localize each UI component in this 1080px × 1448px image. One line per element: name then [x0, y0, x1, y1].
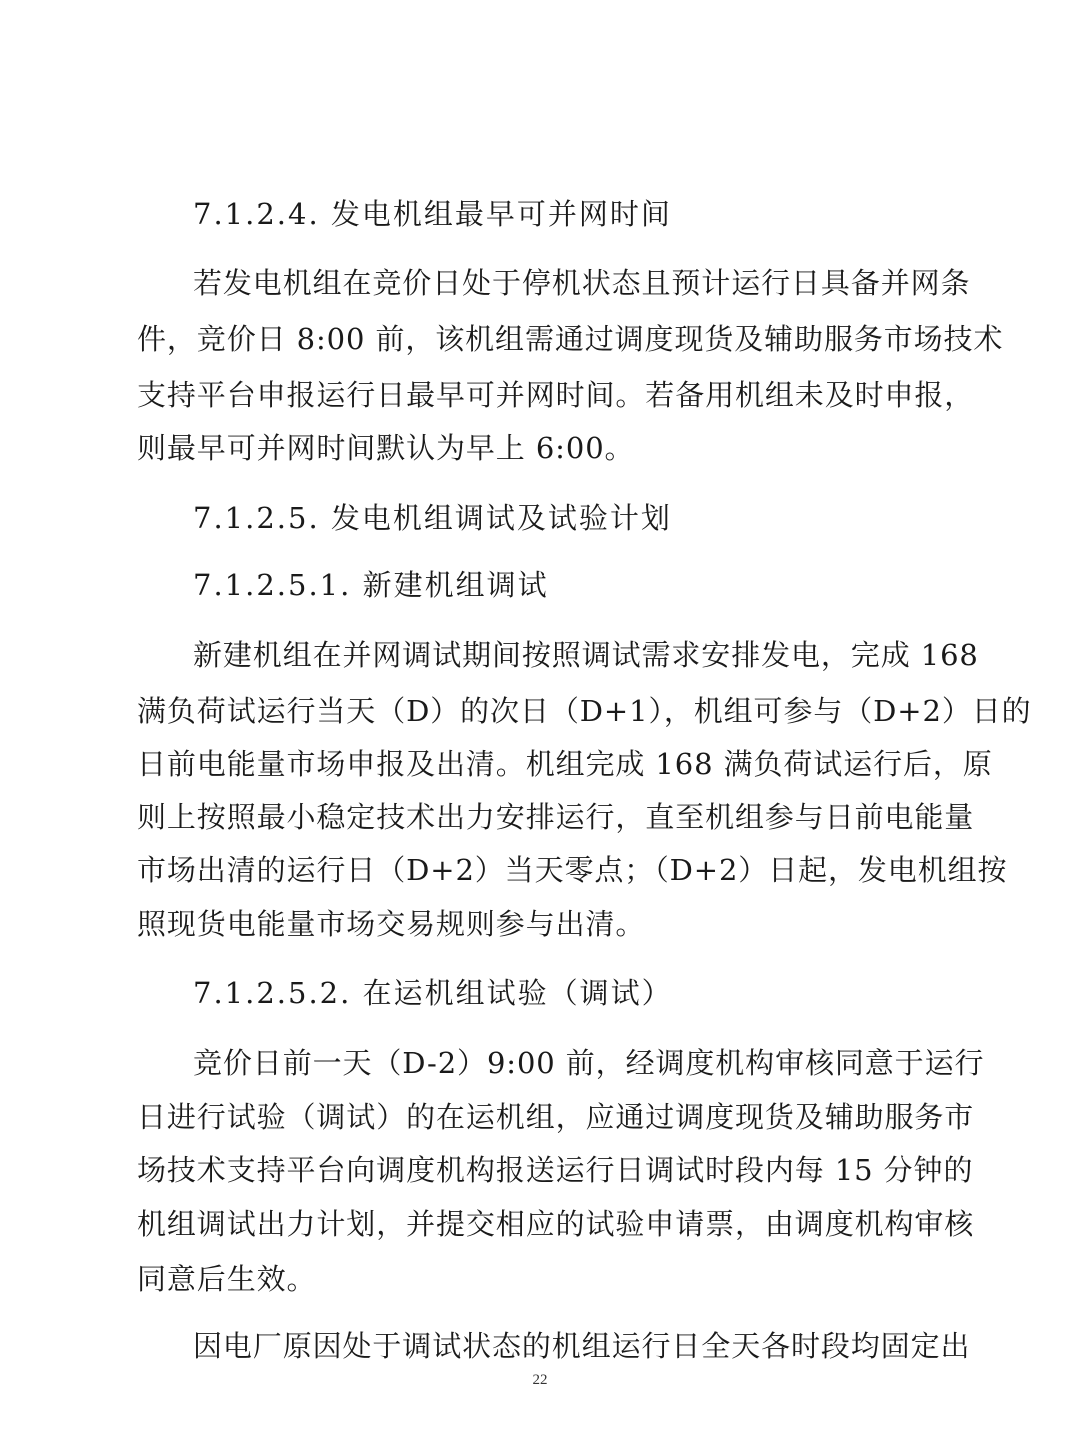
- section-heading-7-1-2-5-1: 7.1.2.5.1. 新建机组调试: [193, 568, 549, 602]
- paragraph-line: 件，竞价日 8:00 前，该机组需通过调度现货及辅助服务市场技术: [137, 322, 1004, 356]
- paragraph-line: 机组调试出力计划，并提交相应的试验申请票，由调度机构审核: [137, 1207, 975, 1241]
- paragraph-line: 竞价日前一天（D-2）9:00 前，经调度机构审核同意于运行: [193, 1046, 985, 1080]
- paragraph-line: 市场出清的运行日（D+2）当天零点；（D+2）日起，发电机组按: [137, 853, 1008, 887]
- paragraph-line: 照现货电能量市场交易规则参与出清。: [137, 907, 646, 941]
- paragraph-line: 场技术支持平台向调度机构报送运行日调试时段内每 15 分钟的: [137, 1153, 974, 1187]
- paragraph-line: 日进行试验（调试）的在运机组，应通过调度现货及辅助服务市: [137, 1100, 975, 1134]
- paragraph-line: 同意后生效。: [137, 1262, 317, 1296]
- paragraph-line: 若发电机组在竞价日处于停机状态且预计运行日具备并网条: [193, 266, 971, 300]
- section-heading-7-1-2-4: 7.1.2.4. 发电机组最早可并网时间: [193, 197, 672, 231]
- paragraph-line: 日前电能量市场申报及出清。机组完成 168 满负荷试运行后，原: [137, 747, 993, 781]
- page-number: 22: [532, 1372, 548, 1388]
- section-heading-7-1-2-5-2: 7.1.2.5.2. 在运机组试验（调试）: [193, 976, 673, 1010]
- paragraph-line: 则上按照最小稳定技术出力安排运行，直至机组参与日前电能量: [137, 800, 975, 834]
- paragraph-line: 满负荷试运行当天（D）的次日（D+1），机组可参与（D+2）日的: [137, 694, 1032, 728]
- paragraph-line: 支持平台申报运行日最早可并网时间。若备用机组未及时申报，: [137, 378, 975, 412]
- paragraph-line: 因电厂原因处于调试状态的机组运行日全天各时段均固定出: [193, 1329, 971, 1363]
- section-heading-7-1-2-5: 7.1.2.5. 发电机组调试及试验计划: [193, 501, 672, 535]
- paragraph-line: 新建机组在并网调试期间按照调试需求安排发电，完成 168: [193, 638, 979, 672]
- paragraph-line: 则最早可并网时间默认为早上 6:00。: [137, 431, 635, 465]
